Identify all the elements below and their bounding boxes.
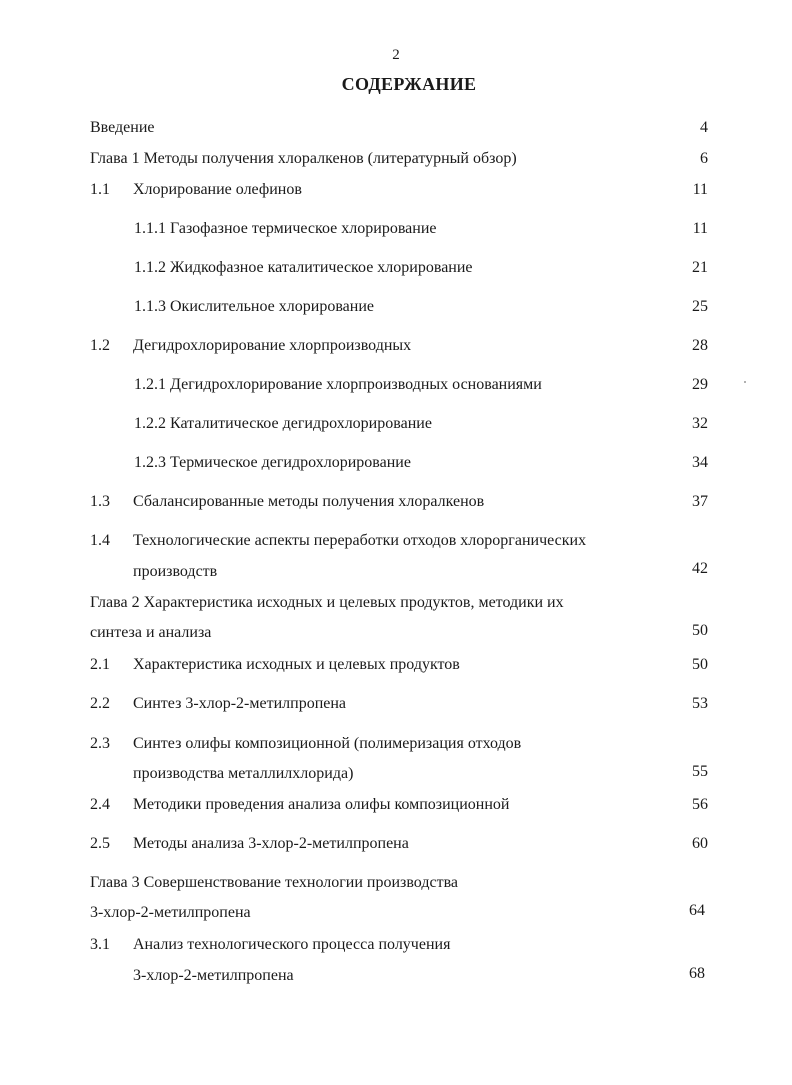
toc-entry-page: 28 [692,337,708,354]
page-title: СОДЕРЖАНИЕ [341,74,477,94]
toc-entry-title-continued: производства металлилхлорида) [133,765,354,782]
toc-entry-number: 2.2 [90,695,110,712]
toc-entry-page: 37 [692,493,708,510]
toc-entry-title: 1.2.2 Каталитическое дегидрохлорирование [134,415,432,432]
toc-entry-page: 34 [692,454,708,471]
toc-entry-title: Методы анализа 3-хлор-2-метилпропена [133,835,409,852]
toc-entry-title: Введение [90,119,155,136]
toc-entry-title: Синтез олифы композиционной (полимеризация отходов [133,735,522,752]
toc-entry-number: 2.5 [90,835,110,852]
toc-entry-number: 1.3 [90,493,110,510]
toc-entry-page: 64 [689,902,705,919]
toc-entry-title-continued: 3-хлор-2-метилпропена [133,967,294,984]
toc-entry-title: 1.2.3 Термическое дегидрохлорирование [134,454,411,471]
toc-entry-number: 1.4 [90,532,110,549]
toc-entry-title: Анализ технологического процесса получения [133,936,451,953]
toc-entry-page: 68 [689,965,705,982]
toc-entry-page: 53 [692,695,708,712]
toc-entry-title: 1.1.3 Окислительное хлорирование [134,298,374,315]
scan-speck [744,381,746,383]
toc-entry-page: 50 [692,622,708,639]
toc-entry-title: Глава 3 Совершенствование технологии производства [90,874,459,891]
toc-entry-title: Характеристика исходных и целевых продуктов [133,656,460,673]
toc-entry-title: Глава 1 Методы получения хлоралкенов (литературный обзор) [90,150,517,167]
toc-entry-title: Хлорирование олефинов [133,181,302,198]
toc-entry-number: 2.1 [90,656,110,673]
toc-entry-number: 1.1 [90,181,110,198]
toc-entry-page: 56 [692,796,708,813]
toc-entry-title-continued: 3-хлор-2-метилпропена [90,904,251,921]
toc-entry-page: 21 [692,259,708,276]
toc-entry-page: 11 [692,181,708,198]
toc-entry-page: 42 [692,560,708,577]
toc-entry-page: 29 [692,376,708,393]
toc-entry-title: Сбалансированные методы получения хлоралкенов [133,493,485,510]
toc-entry-page: 4 [700,119,708,136]
toc-entry-number: 2.4 [90,796,110,813]
toc-entry-title: Методики проведения анализа олифы композиционной [133,796,510,813]
toc-entry-title-continued: производств [133,563,218,580]
toc-entry-title: Глава 2 Характеристика исходных и целевых продуктов, методики их [90,594,564,611]
toc-entry-page: 11 [692,220,708,237]
toc-entry-title: 1.1.1 Газофазное термическое хлорирование [134,220,437,237]
toc-entry-number: 3.1 [90,936,110,953]
toc-entry-page: 6 [700,150,708,167]
toc-entry-number: 1.2 [90,337,110,354]
toc-entry-number: 2.3 [90,735,110,752]
toc-entry-title: 1.2.1 Дегидрохлорирование хлорпроизводных основаниями [134,376,542,393]
toc-entry-page: 60 [692,835,708,852]
toc-entry-title: Дегидрохлорирование хлорпроизводных [133,337,412,354]
toc-entry-page: 32 [692,415,708,432]
toc-entry-page: 55 [692,763,708,780]
page-number: 2 [392,47,400,63]
toc-entry-title: Синтез 3-хлор-2-метилпропена [133,695,347,712]
toc-entry-title-continued: синтеза и анализа [90,624,212,641]
toc-entry-title: 1.1.2 Жидкофазное каталитическое хлорирование [134,259,473,276]
toc-entry-page: 25 [692,298,708,315]
toc-entry-page: 50 [692,656,708,673]
toc-entry-title: Технологические аспекты переработки отходов хлорорганических [133,532,587,549]
